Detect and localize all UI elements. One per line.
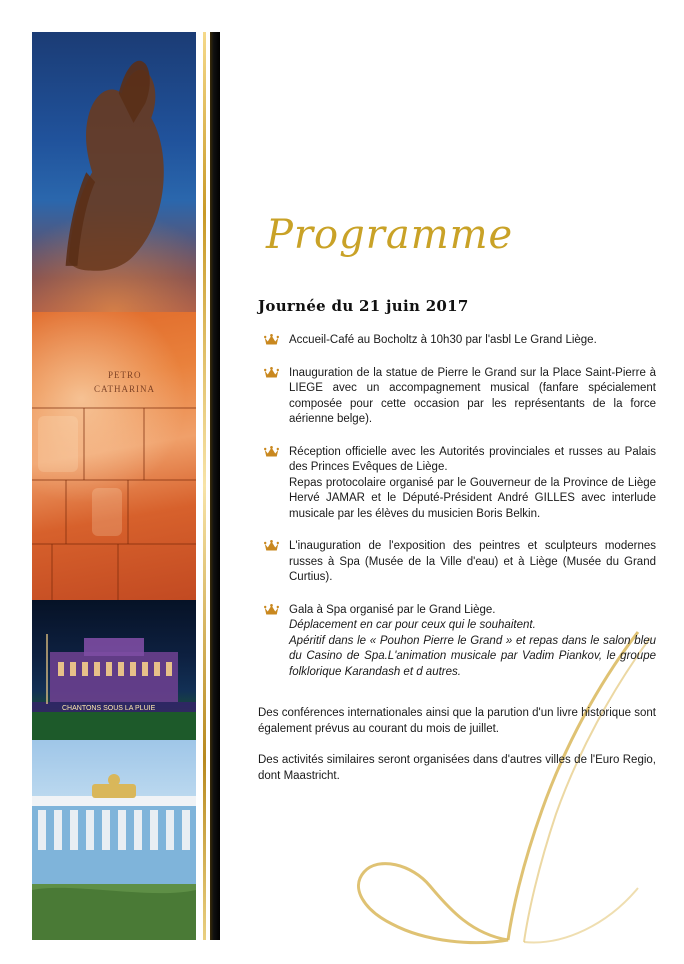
crown-icon	[264, 604, 279, 616]
day-heading: Journée du 21 juin 2017	[258, 297, 469, 315]
page-title: Programme	[266, 212, 514, 258]
item-text: Inauguration de la statue de Pierre le Grand sur la Place Saint-Pierre à LIEGE avec un accompagnement musical (fanfare spécialement composée pour cette occasion par les représentants de la force aérienne belge).	[289, 366, 656, 425]
equestrian-statue-icon	[42, 49, 190, 295]
item-text: Apéritif dans le « Pouhon Pierre le Grand » et repas dans le salon bleu du Casino de Spa.L'animation musicale par Vadim Piankov, le groupe folklorique Karandash et d autres.	[289, 634, 656, 678]
stone-blocks-graphic	[32, 312, 196, 600]
palace-day-graphic	[32, 740, 196, 940]
svg-text:CHANTONS SOUS LA PLUIE: CHANTONS SOUS LA PLUIE	[62, 705, 156, 712]
gold-rule-thin	[203, 32, 206, 940]
crown-icon	[264, 540, 279, 552]
crown-icon	[264, 446, 279, 458]
item-text: Déplacement en car pour ceux qui le souhaitent.	[289, 619, 536, 631]
list-item	[258, 603, 656, 681]
equestrian-statue-night-photo	[32, 32, 196, 312]
svg-text:CATHARINA: CATHARINA	[94, 384, 156, 394]
crown-icon	[264, 367, 279, 379]
svg-text:PETRO: PETRO	[108, 370, 142, 380]
statue-pedestal-inscription-photo	[32, 312, 196, 600]
item-text: Accueil-Café au Bocholtz à 10h30 par l'asbl Le Grand Liège.	[289, 334, 597, 346]
closing-paragraph: Des activités similaires seront organisées dans d'autres villes de l'Euro Regio, dont Maastricht.	[258, 754, 656, 782]
item-text: Gala à Spa organisé par le Grand Liège.	[289, 603, 496, 616]
palace-night-graphic	[32, 600, 196, 740]
programme-content	[258, 212, 656, 800]
list-item	[258, 366, 656, 428]
crown-icon	[264, 334, 279, 346]
item-text: Repas protocolaire organisé par le Gouverneur de la Province de Liège Hervé JAMAR et le Député-Président André GILLES avec interlude musicale par les élèves du musicien Boris Belkin.	[289, 476, 656, 520]
item-text: L'inauguration de l'exposition des peintres et sculpteurs modernes russes à Spa (Musée de la Ville d'eau) et à Liège (Musée du Grand Curtius).	[289, 540, 656, 583]
black-rule-thick	[210, 32, 220, 940]
closing-paragraphs	[258, 706, 656, 784]
list-item	[258, 445, 656, 523]
list-item	[258, 333, 656, 349]
closing-paragraph: Des conférences internationales ainsi que la parution d'un livre historique sont également prévus au courant du mois de juillet.	[258, 707, 656, 735]
programme-item-list	[258, 333, 656, 680]
list-item	[258, 539, 656, 586]
photo-strip	[32, 32, 196, 940]
item-text: Réception officielle avec les Autorités provinciales et russes au Palais des Princes Evêques de Liège.	[289, 445, 656, 473]
catherine-palace-daylight-photo	[32, 740, 196, 940]
illuminated-palace-night-photo	[32, 600, 196, 740]
